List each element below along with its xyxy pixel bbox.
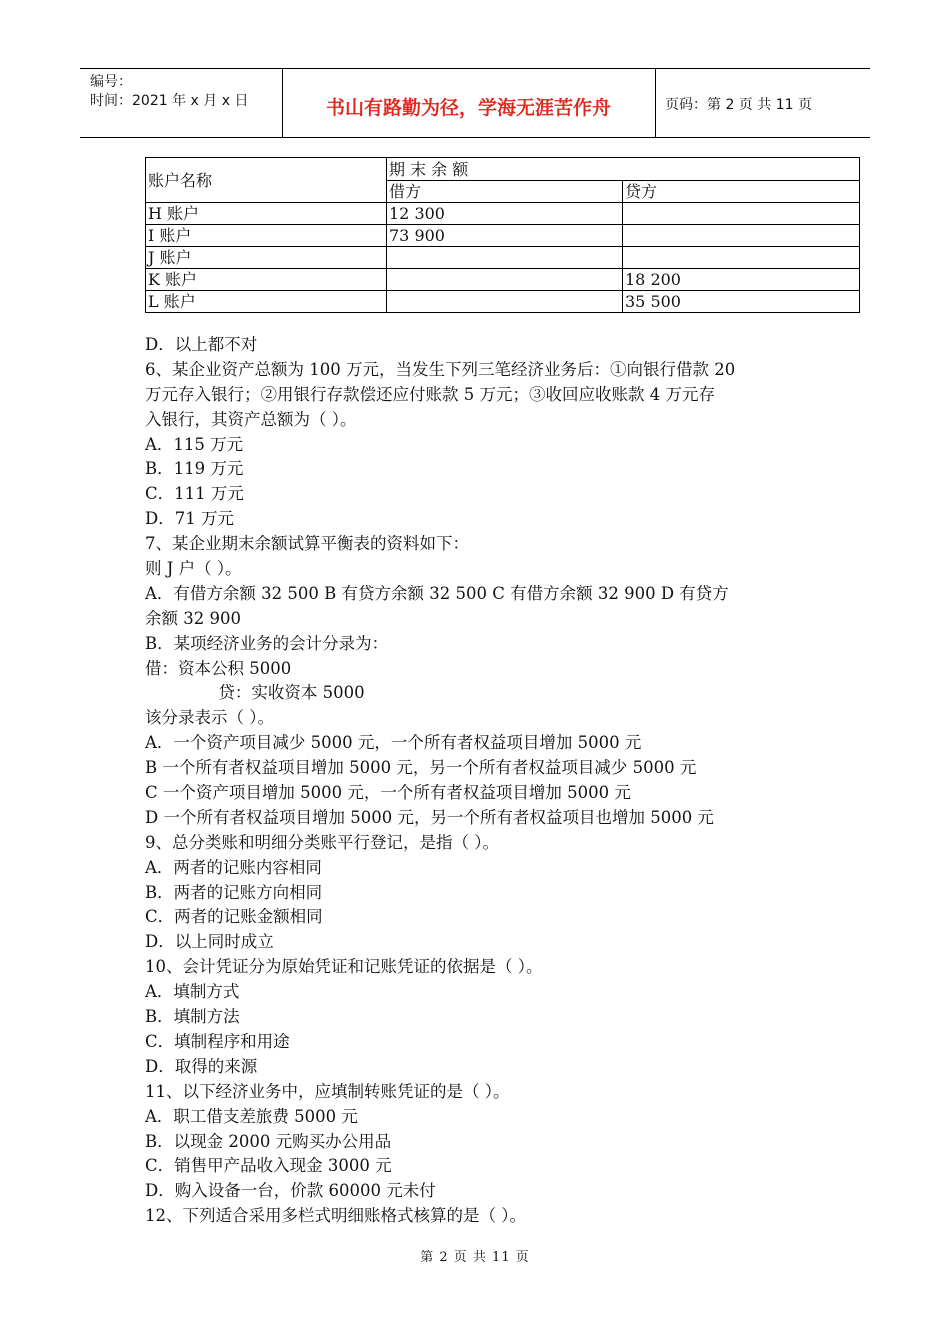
document-body — [145, 333, 825, 1229]
doc-time-label: 时间：2021 年 x 月 x 日 — [90, 93, 249, 109]
option-line: D．以上同时成立 — [145, 932, 274, 952]
account-name-cell: I 账户 — [146, 225, 387, 247]
option-line: A．一个资产项目减少 5000 元，一个所有者权益项目增加 5000 元 — [145, 733, 642, 753]
option-line: B．119 万元 — [145, 459, 244, 479]
header-motto: 书山有路勤为径，学海无涯苦作舟 — [325, 97, 611, 119]
option-line: C．111 万元 — [145, 484, 244, 504]
option-line: A．有借方余额 32 500 B 有贷方余额 32 500 C 有借方余额 32 900 D 有贷方 — [145, 583, 729, 603]
option-line: C．销售甲产品收入现金 3000 元 — [145, 1156, 392, 1176]
debit-cell — [387, 291, 623, 313]
question-line: 10、会计凭证分为原始凭证和记账凭证的依据是（ ）。 — [145, 957, 543, 977]
option-line: A．填制方式 — [145, 982, 240, 1002]
header-info — [90, 73, 248, 111]
page-header — [80, 68, 870, 138]
header-page-number: 页码：第 2 页 共 11 页 — [665, 97, 812, 113]
option-line: D．71 万元 — [145, 509, 234, 529]
debit-cell: 12 300 — [387, 203, 623, 225]
option-line: C 一个资产项目增加 5000 元，一个所有者权益项目增加 5000 元 — [145, 783, 631, 803]
question-line: 9、总分类账和明细分类账平行登记，是指（ ）。 — [145, 832, 499, 852]
credit-cell — [623, 247, 860, 269]
entry-line: 借：资本公积 5000 — [145, 658, 292, 678]
question-line: 万元存入银行；②用银行存款偿还应付账款 5 万元；③收回应收账款 4 万元存 — [145, 384, 715, 404]
option-line: A．职工借支差旅费 5000 元 — [145, 1106, 358, 1126]
option-line: C．填制程序和用途 — [145, 1031, 290, 1051]
account-name-cell: H 账户 — [146, 203, 387, 225]
credit-cell — [623, 225, 860, 247]
question-line: 12、下列适合采用多栏式明细账格式核算的是（ ）。 — [145, 1206, 526, 1226]
question-line: B．某项经济业务的会计分录为： — [145, 633, 389, 653]
table-row — [146, 291, 860, 313]
option-line: B 一个所有者权益项目增加 5000 元，另一个所有者权益项目减少 5000 元 — [145, 758, 697, 778]
account-name-cell: K 账户 — [146, 269, 387, 291]
debit-cell — [387, 269, 623, 291]
table-row — [146, 247, 860, 269]
option-line: A．115 万元 — [145, 434, 244, 454]
question-line: 入银行，其资产总额为（ ）。 — [145, 409, 357, 429]
balance-table — [145, 157, 860, 313]
question-line: 该分录表示（ ）。 — [145, 708, 274, 728]
page-footer: 第 2 页 共 11 页 — [420, 1250, 530, 1265]
option-line: D．购入设备一台，价款 60000 元未付 — [145, 1181, 436, 1201]
credit-header: 贷方 — [623, 181, 860, 203]
option-line: D 一个所有者权益项目增加 5000 元，另一个所有者权益项目也增加 5000 元 — [145, 807, 714, 827]
question-line: 11、以下经济业务中，应填制转账凭证的是（ ）。 — [145, 1081, 510, 1101]
question-line: 7、某企业期末余额试算平衡表的资料如下： — [145, 534, 469, 554]
table-row — [146, 203, 860, 225]
option-line: 余额 32 900 — [145, 608, 241, 628]
text-line: D．以上都不对 — [145, 335, 258, 354]
table-header-row — [146, 158, 860, 181]
credit-cell: 35 500 — [623, 291, 860, 313]
option-line: B．两者的记账方向相同 — [145, 882, 323, 902]
account-name-header: 账户名称 — [146, 158, 387, 203]
account-name-cell: J 账户 — [146, 247, 387, 269]
option-line: C．两者的记账金额相同 — [145, 907, 323, 927]
credit-cell: 18 200 — [623, 269, 860, 291]
debit-header: 借方 — [387, 181, 623, 203]
table-row — [146, 225, 860, 247]
option-line: A．两者的记账内容相同 — [145, 857, 322, 877]
option-line: B．以现金 2000 元购买办公用品 — [145, 1131, 392, 1151]
debit-cell — [387, 247, 623, 269]
doc-number-label: 编号： — [90, 74, 132, 90]
account-name-cell: L 账户 — [146, 291, 387, 313]
period-end-balance-header: 期 末 余 额 — [387, 158, 860, 181]
credit-cell — [623, 203, 860, 225]
option-line: B．填制方法 — [145, 1007, 240, 1027]
question-line: 则 J 户（ ）。 — [145, 559, 242, 579]
table-row — [146, 269, 860, 291]
debit-cell: 73 900 — [387, 225, 623, 247]
header-divider — [655, 69, 656, 137]
option-line: D．取得的来源 — [145, 1056, 258, 1076]
entry-line: 贷：实收资本 5000 — [145, 683, 365, 703]
question-line: 6、某企业资产总额为 100 万元，当发生下列三笔经济业务后：①向银行借款 20 — [145, 359, 736, 379]
